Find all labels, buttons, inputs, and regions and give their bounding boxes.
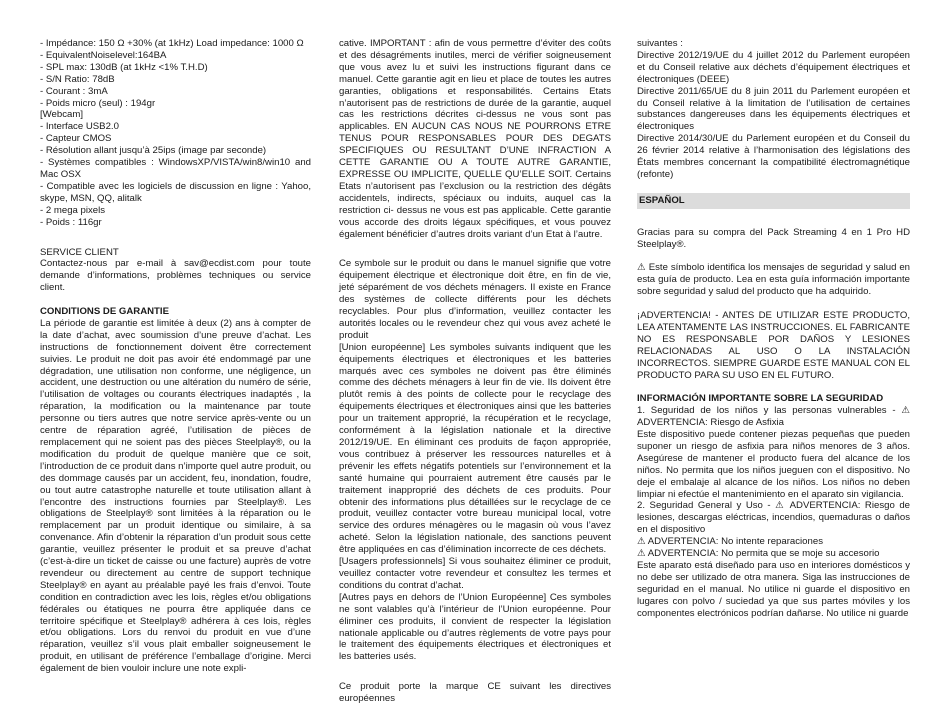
- language-heading-espanol: ESPAÑOL: [637, 193, 910, 209]
- column-middle: [339, 38, 611, 705]
- non-eu-text: [Autres pays en dehors de l’Union Européenne] Ces symboles ne sont valables qu’à l’intérieur de l’Union européenne. Pour éliminer ces produits, il convient de respecter la législation nationale applicable ou d’autres règlements de votre pays pour le traitement des équipements électriques et électroniques et les batteries usés.: [339, 591, 611, 663]
- es-info-line: Este dispositivo puede contener piezas pequeñas que pueden suponer un riesgo de asfixia para niños menores de 3 años. Asegúrese de mantener el producto fuera del alcance de los niños. No permita que los niños jueguen con el dispositivo. No deje el embalaje al alcance de los niños. Los niños no deben limpiar ni efectúe el mantenimiento en el aparato sin vigilancia.: [637, 429, 910, 500]
- warranty-title: CONDITIONS DE GARANTIE: [40, 306, 169, 318]
- spec-line: - Interface USB2.0: [40, 121, 119, 133]
- es-warning: ¡ADVERTENCIA! - ANTES DE UTILIZAR ESTE PRODUCTO, LEA ATENTAMENTE LAS INSTRUCCIONES. EL FABRICANTE NO ES RESPONSABLE POR DAÑOS Y LESIONES RELACIONADAS AL USO O LA INSTALACIÓN INCORRECTOS. SIEMPRE GUARDE ESTE MANUAL CON EL PRODUCTO PARA SU USO EN EL FUTURO.: [637, 309, 910, 381]
- service-text: Contactez-nous par e-mail à sav@ecdist.com pour toute demande d’informations, problèmes techniques ou service client.: [40, 258, 311, 294]
- column-left: [40, 38, 311, 675]
- spec-line: - Systèmes compatibles : WindowsXP/VISTA/win8/win10 and Mac OSX: [40, 157, 311, 180]
- spec-line: - S/N Ratio: 78dB: [40, 73, 115, 85]
- spec-line: - Impédance: 150 Ω +30% (at 1kHz) Load impedance: 1000 Ω: [40, 38, 304, 49]
- es-info-title: INFORMACIÓN IMPORTANTE SOBRE LA SEGURIDAD: [637, 393, 884, 405]
- es-info-line: ⚠ ADVERTENCIA: No permita que se moje su accesorio: [637, 548, 880, 560]
- spec-line: - 2 mega pixels: [40, 204, 106, 216]
- es-info-line: 2. Seguridad General y Uso - ⚠ ADVERTENCIA: Riesgo de lesiones, descargas eléctricas, incendios, quemaduras o daños en el dispositivo: [637, 500, 910, 536]
- es-info-line: ⚠ ADVERTENCIA: No intente reparaciones: [637, 536, 823, 548]
- column-right: [637, 38, 910, 620]
- spec-line: - Résolution allant jusqu’à 25ips (image par seconde): [40, 145, 267, 157]
- eu-disposal-text: [Union européenne] Les symboles suivants indiquent que les équipements électriques et électroniques et les batteries marqués avec ces symboles ne doivent pas être éliminés comme des déchets ménagers à leur fin de vie. Ils doivent être plutôt remis à des points de collecte pour le recyclage des équipements électriques et électroniques ainsi que les batteries pour un traitement approprié, la récupération et le recyclage, conformément à la législation nationale et la directive 2012/19/UE. En éliminant ces produits de façon appropriée, vous contribuez à préserver les ressources naturelles et à prévenir les effets négatifs potentiels sur l’environnement et la santé humaine qui pourraient autrement être causés par le traitement inapproprié des déchets de ces produits. Pour obtenir des informations plus détaillées sur le recyclage de ce produit, veuillez contacter votre bureau municipal local, votre service des ordures ménagères ou le magasin où vous l’avez acheté. Selon la législation nationale, des sanctions peuvent être appliquées en cas d’élimination incorrecte de ces déchets.: [339, 341, 611, 556]
- spec-line: - Courant : 3mA: [40, 85, 108, 97]
- es-info-line: Este aparato está diseñado para uso en interiores domésticos y no debe ser utilizado de otra manera. Siga las instrucciones de seguridad en el manual. No utilice ni guarde el dispositivo en lugares con polvo / suciedad ya que sus partes móviles y los componentes electrónicos podrían dañarse. No utilice ni guarde: [637, 560, 910, 619]
- warranty-continued: cative. IMPORTANT : afin de vous permettre d’éviter des coûts et des désagréments inutiles, merci de vérifier soigneusement que vous avez lu et suivi les instructions figurant dans ce manuel. Cette garantie agit en lieu et place de toutes les autres garanties, obligations et responsabilités. Certains Etats n’autorisent pas de restrictions de durée de la garantie, auquel cas les restrictions décrites ci-dessus ne vous sont pas applicables. EN AUCUN CAS NOUS NE POURRONS ETRE TENUS POUR RESPONSABLES POUR DES DEGATS SPECIFIQUES OU RESULTANT D’UNE INFRACTION A CETTE GARANTIE OU A TOUTE AUTRE GARANTIE, EXPRESSE OU IMPLICITE, QUELLE QU’ELLE SOIT. Certains Etats n’autorisent pas l’exclusion ou la restriction des dégâts accidentels, indirects, spéciaux ou induits, auquel cas la restriction ci- dessus ne vous est pas applicable. Cette garantie vous accorde des droits légaux spécifiques, et vous pouvez également bénéficier d’autres droits variant d’un Etat à l’autre.: [339, 38, 611, 240]
- spec-line: - Capteur CMOS: [40, 133, 112, 145]
- directives-intro: suivantes :: [637, 38, 683, 49]
- spec-line: - Poids : 116gr: [40, 216, 102, 228]
- spec-line: - SPL max: 130dB (at 1kHz <1% T.H.D): [40, 61, 208, 73]
- es-safety-symbol: ⚠ Este símbolo identifica los mensajes de seguridad y salud en esta guía de producto. Lea en esta guía información importante sobre seguridad y salud del producto que ha adquirido.: [637, 262, 910, 298]
- spec-line: - Compatible avec les logiciels de discussion en ligne : Yahoo, skype, MSN, QQ, alitalk: [40, 180, 311, 204]
- directive-item: Directive 2011/65/UE du 8 juin 2011 du Parlement européen et du Conseil relative à la limitation de l’utilisation de certaines substances dangereuses dans les équipements électriques et électroniques: [637, 85, 910, 133]
- weee-symbol-text: Ce symbole sur le produit ou dans le manuel signifie que votre équipement électrique et électronique doit être, en fin de vie, jeté séparément de vos déchets ménagers. Il existe en France des systèmes de collecte différents pour les déchets recyclables. Pour plus d’information, veuillez contacter les autorités locales ou le revendeur chez qui vous avez acheté le produit: [339, 258, 611, 341]
- warranty-text: La période de garantie est limitée à deux (2) ans à compter de la date d’achat, avec soumission d’une preuve d’achat. Les instructions de fonctionnement doivent être correctement suivies. Le produit ne doit pas avoir été endommagé par une dégradation, une utilisation non conforme, une négligence, un accident, une destruction ou une altération du numéro de série, l’utilisation de voltages ou courants électriques inadaptés , la réparation, la modification ou la maintenance par toute personne ou tiers autres que notre service après-vente ou un centre de réparation agréé, l’utilisation de pièces de remplacement qui ne soient pas des pièces Steelplay®, ou la modification du produit de quelque manière que ce soit, l’introduction de ce produit dans n’importe quel autre produit, ou des dommage causés par un accident, feu, inondation, foudre, ou tout autre catastrophe naturelle et toute utilisation allant à l’encontre des instructions fournies par Steelplay®. Les obligations de Steelplay® sont limitées à la réparation ou le remplacement par un produit identique ou similaire, à sa convenance. Afin d’obtenir la réparation d’un produit sous cette garantie, veuillez présenter le produit et sa preuve d’achat (c’est-à-dire un ticket de caisse ou une facture) auprès de votre revendeur ou directement au centre de support technique Steelplay® en ayant au préalable payé les frais d’envoi. Toute condition en contradiction avec les lois, règles et/ou obligations fédérales ou étatiques ne pourra être appliquée dans ce territoire spécifique et Steelplay® adhérera à ces lois, règles et/ou obligations. Lors du renvoi du produit en vue d’une réparation, veuillez s’il vous plait emballer soigneusement le produit, en utilisant de préférence l’emballage d’origine. Merci également de bien vouloir inclure une note expli-: [40, 317, 311, 675]
- spec-list: [40, 38, 311, 229]
- es-thanks: Gracias para su compra del Pack Streaming 4 en 1 Pro HD Steelplay®.: [637, 226, 910, 250]
- spec-line: [Webcam]: [40, 109, 84, 121]
- professional-users-text: [Usagers professionnels] Si vous souhaitez éliminer ce produit, veuillez contacter votre revendeur et consultez les termes et conditions du contrat d’achat.: [339, 556, 611, 591]
- spec-line: - Poids micro (seul) : 194gr: [40, 97, 156, 109]
- service-title: SERVICE CLIENT: [40, 246, 119, 258]
- directive-item: Directive 2012/19/UE du 4 juillet 2012 du Parlement européen et du Conseil relative aux déchets d’équipement électriques et électroniques (DEEE): [637, 49, 910, 85]
- es-info-line: 1. Seguridad de los niños y las personas vulnerables - ⚠ ADVERTENCIA: Riesgo de Asfixia: [637, 405, 910, 429]
- ce-mark-text: Ce produit porte la marque CE suivant les directives européennes: [339, 681, 611, 705]
- directive-item: Directive 2014/30/UE du Parlement européen et du Conseil du 26 février 2014 relative à l’harmonisation des législations des États membres concernant la compatibilité électromagnétique (refonte): [637, 133, 910, 180]
- spec-line: - EquivalentNoiselevel:164BA: [40, 49, 167, 61]
